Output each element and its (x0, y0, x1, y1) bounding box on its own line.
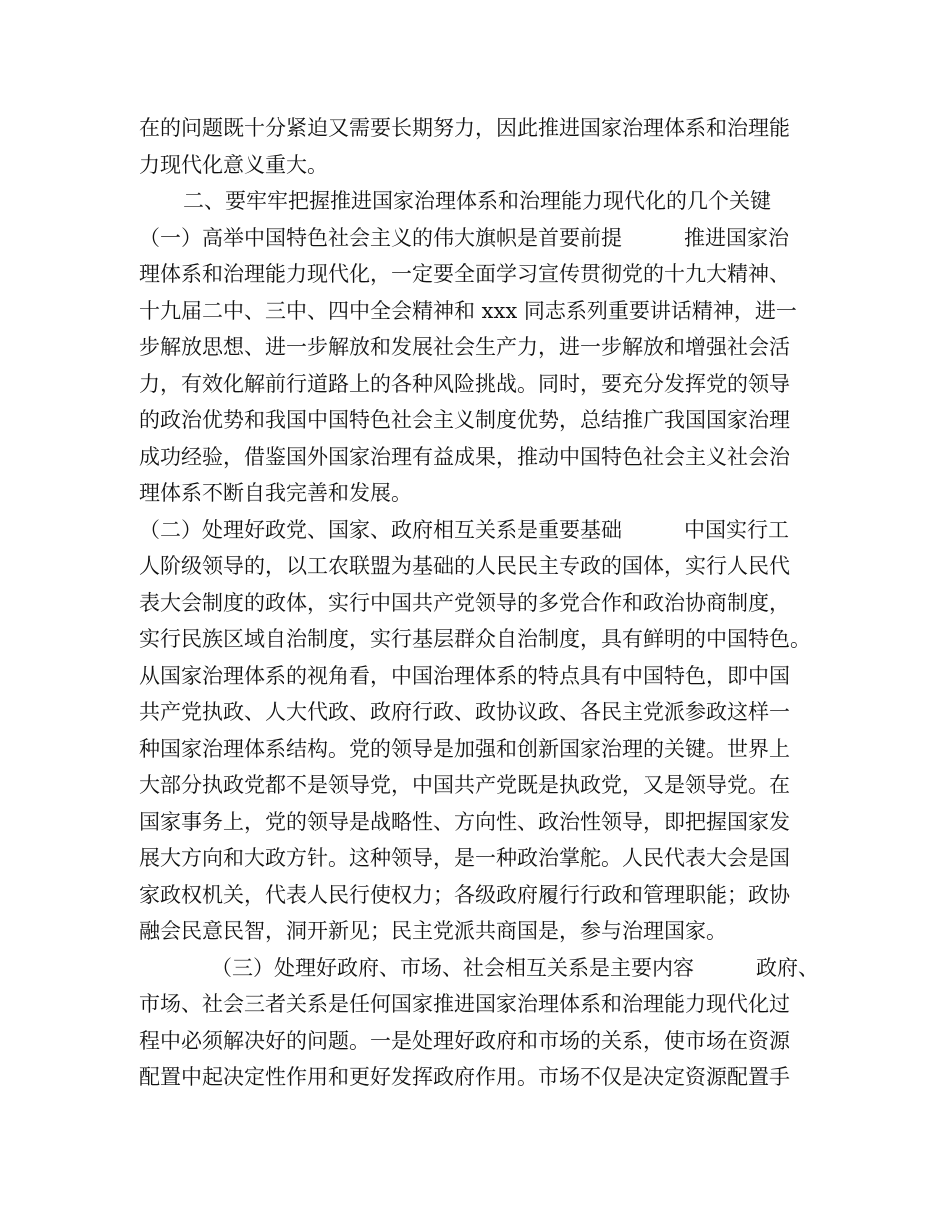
text-line: 家政权机关，代表人民行使权力；各级政府履行行政和管理职能；政协 (139, 882, 790, 907)
subsection-text: 政府、 (756, 955, 819, 980)
text-line: 实行民族区域自治制度，实行基层群众自治制度，具有鲜明的中国特色。 (139, 627, 811, 651)
text-line: 从国家治理体系的视角看，中国治理体系的特点具有中国特色，即中国 (139, 663, 790, 688)
text-line: 理体系不断自我完善和发展。 (139, 481, 412, 505)
subsection-heading: （二）处理好政党、国家、政府相互关系是重要基础 (139, 517, 622, 542)
text-line: 力现代化意义重大。 (139, 152, 328, 177)
text-line: 理体系和治理能力现代化，一定要全面学习宣传贯彻党的十九大精神、 (139, 262, 790, 286)
text-line: 人阶级领导的，以工农联盟为基础的人民民主专政的国体，实行人民代 (139, 554, 790, 578)
subsection-line (139, 512, 819, 549)
text-line: 市场、社会三者关系是任何国家推进国家治理体系和治理能力现代化过 (139, 992, 790, 1016)
text-line: 在的问题既十分紧迫又需要长期努力，因此推进国家治理体系和治理能 (139, 116, 790, 140)
subsection-heading: （三）处理好政府、市场、社会相互关系是主要内容 (211, 955, 694, 980)
subsection-line (139, 950, 819, 987)
text-line: 种国家治理体系结构。党的领导是加强和创新国家治理的关键。世界上 (139, 736, 790, 761)
text-line: 国家事务上，党的领导是战略性、方向性、政治性领导，即把握国家发 (139, 809, 790, 834)
text-line: 步解放思想、进一步解放和发展社会生产力，进一步解放和增强社会活 (139, 335, 790, 359)
text-line: 十九届二中、三中、四中全会精神和 xxx 同志系列重要讲话精神，进一 (139, 298, 797, 323)
subsection-line (139, 220, 819, 257)
text-line: 成功经验，借鉴国外国家治理有益成果，推动中国特色社会主义社会治 (139, 444, 790, 469)
text-line: 程中必须解决好的问题。一是处理好政府和市场的关系，使市场在资源 (139, 1028, 790, 1053)
subsection-heading: （一）高举中国特色社会主义的伟大旗帜是首要前提 (139, 225, 622, 250)
text-line: 配置中起决定性作用和更好发挥政府作用。市场不仅是决定资源配置手 (139, 1065, 790, 1089)
document-body (139, 110, 819, 1096)
text-line: 融会民意民智，洞开新见；民主党派共商国是，参与治理国家。 (139, 919, 727, 943)
text-line: 展大方向和大政方针。这种领导，是一种政治掌舵。人民代表大会是国 (139, 846, 790, 870)
text-line: 共产党执政、人大代政、政府行政、政协议政、各民主党派参政这样一 (139, 700, 790, 724)
text-line: 的政治优势和我国中国特色社会主义制度优势，总结推广我国国家治理 (139, 408, 790, 432)
subsection-text: 推进国家治 (684, 225, 789, 250)
text-line: 力，有效化解前行道路上的各种风险挑战。同时，要充分发挥党的领导 (139, 371, 790, 396)
subsection-text: 中国实行工 (684, 517, 789, 542)
text-line: 大部分执政党都不是领导党，中国共产党既是执政党，又是领导党。在 (139, 773, 790, 797)
section-heading: 二、要牢牢把握推进国家治理体系和治理能力现代化的几个关键 (183, 189, 771, 213)
text-line: 表大会制度的政体，实行中国共产党领导的多党合作和政治协商制度， (139, 590, 790, 615)
